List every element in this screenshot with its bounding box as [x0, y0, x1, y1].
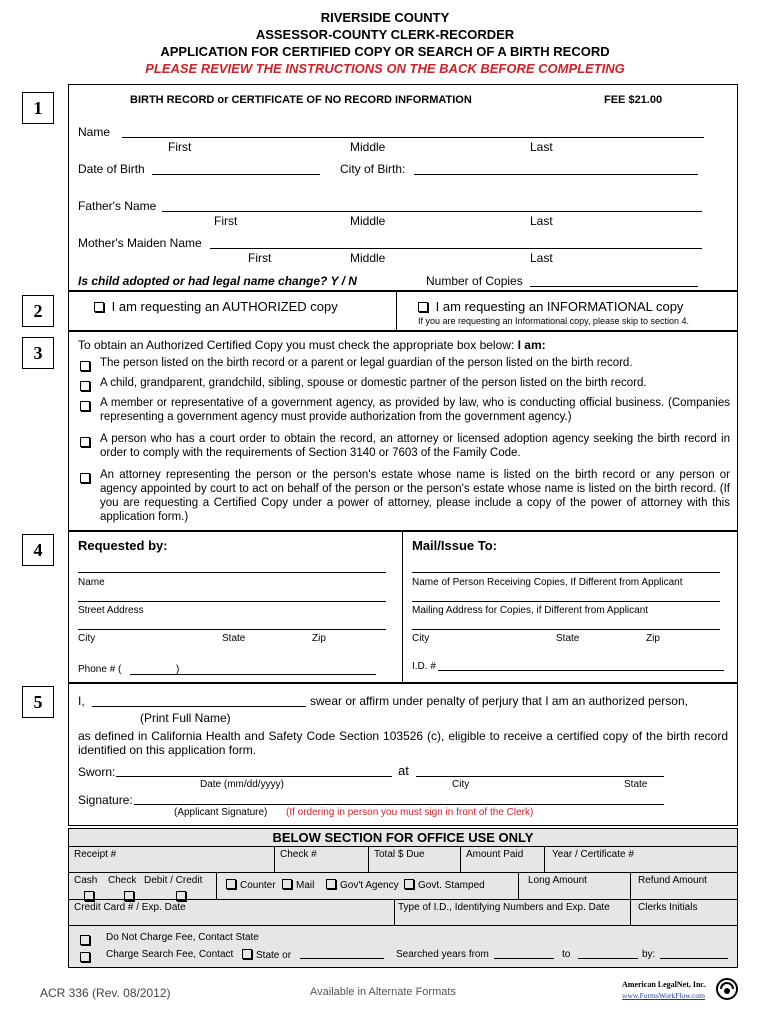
city-of-birth-field[interactable] — [414, 174, 698, 175]
informational-checkbox[interactable] — [418, 302, 428, 312]
type-id-label: Type of I.D., Identifying Numbers and Exp. Date — [398, 902, 610, 913]
name-field[interactable] — [122, 137, 704, 138]
section1-box — [68, 84, 738, 291]
requester-name-field[interactable] — [78, 572, 386, 573]
requester-name-label: Name — [78, 577, 105, 588]
at-label: at — [398, 763, 409, 778]
eligibility-checkbox-3[interactable] — [80, 397, 94, 415]
mail-issue-label: Mail/Issue To — [412, 538, 493, 553]
requester-state-label: State — [222, 633, 246, 644]
alternate-formats: Available in Alternate Formats — [310, 986, 456, 998]
mail-label: Mail — [296, 880, 315, 891]
mother-first-label: First — [248, 251, 272, 265]
office-row-line-4 — [68, 925, 738, 926]
copies-label: Number of Copies — [426, 274, 523, 288]
first-label: First — [168, 140, 192, 154]
govt-agency-option[interactable] — [326, 879, 399, 891]
i-label: I, — [78, 694, 85, 708]
receiver-name-label: Name of Person Receiving Copies, If Different from Applicant — [412, 577, 683, 588]
print-name-field[interactable] — [92, 706, 306, 707]
mother-label: Mother's Maiden Name — [78, 236, 202, 250]
signature-field[interactable] — [134, 804, 664, 805]
form-id: ACR 336 (Rev. 08/2012) — [40, 986, 171, 1000]
eligibility-checkbox-5[interactable] — [80, 469, 94, 487]
phone-label: Phone # ( — [78, 664, 122, 675]
dob-field[interactable] — [152, 174, 320, 175]
section3-intro — [78, 338, 546, 352]
middle-label: Middle — [350, 140, 386, 154]
eligibility-item-4: A person who has a court order to obtain the record, an attorney or licensed adoption agency seeking the birth record in order to comply with the requirements of Section 3140 or 7603 of the Family Code. — [100, 433, 730, 459]
office-title: ASSESSOR-COUNTY CLERK-RECORDER — [255, 27, 515, 42]
fee-label: FEE $21.00 — [604, 94, 663, 106]
sworn-city-label: City — [452, 779, 470, 790]
phone-paren: ) — [176, 664, 180, 675]
credit-card-label: Credit Card # / Exp. Date — [74, 902, 186, 913]
informational-note: If you are requesting an Informational copy, please skip to section 4. — [418, 316, 689, 326]
father-middle-label: Middle — [350, 214, 386, 228]
phone-label-text: Phone # — [78, 664, 116, 675]
father-label: Father's Name — [78, 199, 157, 213]
charge-search-label: Charge Search Fee, Contact — [106, 949, 234, 960]
sworn-label: Sworn: — [78, 765, 116, 779]
office-row-line-1 — [68, 846, 738, 847]
mailing-address-label: Mailing Address for Copies, if Different from Applicant — [412, 605, 649, 616]
father-first-label: First — [214, 214, 238, 228]
sworn-date-field[interactable] — [116, 776, 392, 777]
cash-label: Cash — [74, 875, 98, 886]
informational-label: I am requesting an INFORMATIONAL copy — [435, 299, 684, 314]
office-use-title: BELOW SECTION FOR OFFICE USE ONLY — [272, 830, 534, 845]
requester-street-field[interactable] — [78, 601, 386, 602]
id-field[interactable] — [438, 670, 724, 671]
signature-label: Signature: — [78, 793, 133, 807]
sworn-location-field[interactable] — [416, 776, 664, 777]
company-url[interactable]: www.FormsWorkFlow.com — [622, 991, 706, 1000]
office-row-line-3 — [68, 899, 738, 900]
govt-stamped-label: Govt. Stamped — [418, 880, 485, 891]
searched-years-label: Searched years from — [396, 949, 489, 960]
mother-middle-label: Middle — [350, 251, 386, 265]
mail-city-label: City — [412, 633, 430, 644]
by-label: by: — [642, 949, 656, 960]
check-number-label: Check # — [280, 849, 317, 860]
state-or-option[interactable] — [242, 949, 291, 961]
mail-option[interactable] — [282, 879, 314, 891]
adopted-question — [78, 274, 357, 288]
years-to-field[interactable] — [578, 958, 638, 959]
applicant-signature-label: (Applicant Signature) — [174, 807, 268, 818]
section4-number: 4 — [22, 534, 54, 566]
eligibility-checkbox-4[interactable] — [80, 433, 94, 451]
requester-zip-label: Zip — [312, 633, 326, 644]
section1-title: BIRTH RECORD or CERTIFICATE OF NO RECORD INFORMATION — [130, 94, 472, 106]
debit-credit-label: Debit / Credit — [144, 875, 203, 886]
mother-last-label: Last — [530, 251, 553, 265]
amount-paid-label: Amount Paid — [466, 849, 524, 860]
section2-divider — [396, 291, 397, 331]
govt-stamped-option[interactable] — [404, 879, 485, 891]
state-or-label: State or — [256, 950, 292, 961]
authorized-option[interactable] — [94, 299, 338, 314]
mail-zip-label: Zip — [646, 633, 660, 644]
form-title: APPLICATION FOR CERTIFIED COPY OR SEARCH OF A BIRTH RECORD — [160, 44, 610, 59]
eligibility-checkbox-1[interactable] — [80, 357, 94, 375]
receipt-label: Receipt # — [74, 849, 117, 860]
counter-option[interactable] — [226, 879, 276, 891]
years-from-field[interactable] — [494, 958, 554, 959]
to-label: to — [562, 949, 571, 960]
govt-agency-label: Gov't Agency — [340, 880, 399, 891]
do-not-charge-checkbox[interactable] — [80, 931, 94, 949]
refund-amount-label: Refund Amount — [638, 875, 707, 886]
long-amount-label: Long Amount — [528, 875, 587, 886]
charge-search-checkbox[interactable] — [80, 948, 94, 966]
authorized-label: I am requesting an AUTHORIZED copy — [111, 299, 338, 314]
eligibility-item-1: The person listed on the birth record or a parent or legal guardian of the person listed on the birth record. — [100, 357, 633, 369]
requested-by-heading: Requested by: — [78, 538, 168, 553]
county-title: RIVERSIDE COUNTY — [320, 10, 450, 25]
section5-number: 5 — [22, 686, 54, 718]
total-due-label: Total $ Due — [374, 849, 425, 860]
clerks-initials-label: Clerks Initials — [638, 902, 698, 913]
check-label: Check — [108, 875, 137, 886]
yes-no-option[interactable]: Y / N — [330, 274, 357, 288]
office-row-line-2 — [68, 872, 738, 873]
section4-divider — [402, 531, 403, 683]
sign-in-person-note: (If ordering in person you must sign in front of the Clerk) — [286, 807, 534, 818]
requester-city-field[interactable] — [78, 629, 386, 630]
company-logo-icon — [716, 978, 738, 1005]
contact-other-field[interactable] — [300, 958, 384, 959]
authorized-checkbox[interactable] — [94, 302, 104, 312]
receiver-name-field[interactable] — [412, 572, 720, 573]
section3-number: 3 — [22, 337, 54, 369]
id-label: I.D. # — [412, 661, 436, 672]
requester-city-label: City — [78, 633, 96, 644]
city-of-birth-label: City of Birth: — [340, 162, 406, 176]
phone-field[interactable] — [130, 674, 376, 675]
searched-by-field[interactable] — [660, 958, 728, 959]
section2-number: 2 — [22, 295, 54, 327]
company-name: American LegalNet, Inc. — [622, 980, 706, 989]
date-format-label: Date (mm/dd/yyyy) — [200, 779, 284, 790]
eligibility-item-5: An attorney representing the person or the person's estate whose name is listed on the birth record or any person or agency appointed by court to act on behalf of the person or the person's estate whose name is listed on the birth record. (If you are requesting a Certified Copy under a power of attorney, please include a copy of the power of attorney with this application form.) — [100, 469, 730, 523]
instructions-notice: PLEASE REVIEW THE INSTRUCTIONS ON THE BACK BEFORE COMPLETING — [145, 61, 625, 76]
father-name-field[interactable] — [162, 211, 702, 212]
eligibility-item-3: A member or representative of a government agency, as provided by law, who is conducting official business. (Companies representing a government agency must provide authorization from the government agency.) — [100, 397, 730, 423]
mother-name-field[interactable] — [210, 248, 702, 249]
eligibility-item-2: A child, grandparent, grandchild, sibling, spouse or domestic partner of the person listed on the birth record. — [100, 377, 647, 389]
do-not-charge-label: Do Not Charge Fee, Contact State — [106, 932, 259, 943]
informational-option[interactable] — [418, 299, 683, 314]
mailing-address-field[interactable] — [412, 601, 720, 602]
requested-by-label: Requested by — [78, 538, 164, 553]
copies-field[interactable] — [530, 286, 698, 287]
print-name-label: (Print Full Name) — [140, 711, 231, 725]
mail-state-label: State — [556, 633, 580, 644]
requester-street-label: Street Address — [78, 605, 144, 616]
counter-label: Counter — [240, 880, 276, 891]
section3-i-am: I am: — [517, 338, 546, 352]
mail-city-field[interactable] — [412, 629, 720, 630]
name-label: Name — [78, 125, 111, 139]
adopted-question-text: Is child adopted or had legal name change? — [78, 274, 328, 288]
last-label: Last — [530, 140, 553, 154]
health-code-text: as defined in California Health and Safety Code Section 103526 (c), eligible to receive a certified copy of the birth record identified on this application form. — [78, 729, 728, 757]
sworn-state-label: State — [624, 779, 648, 790]
section3-intro-text: To obtain an Authorized Certified Copy you must check the appropriate box below: — [78, 338, 515, 352]
swear-text: swear or affirm under penalty of perjury that I am an authorized person, — [310, 694, 688, 708]
dob-label: Date of Birth — [78, 162, 145, 176]
year-certificate-label: Year / Certificate # — [552, 849, 634, 860]
section1-number: 1 — [22, 92, 54, 124]
mail-issue-heading: Mail/Issue To: — [412, 538, 498, 553]
father-last-label: Last — [530, 214, 553, 228]
eligibility-checkbox-2[interactable] — [80, 377, 94, 395]
